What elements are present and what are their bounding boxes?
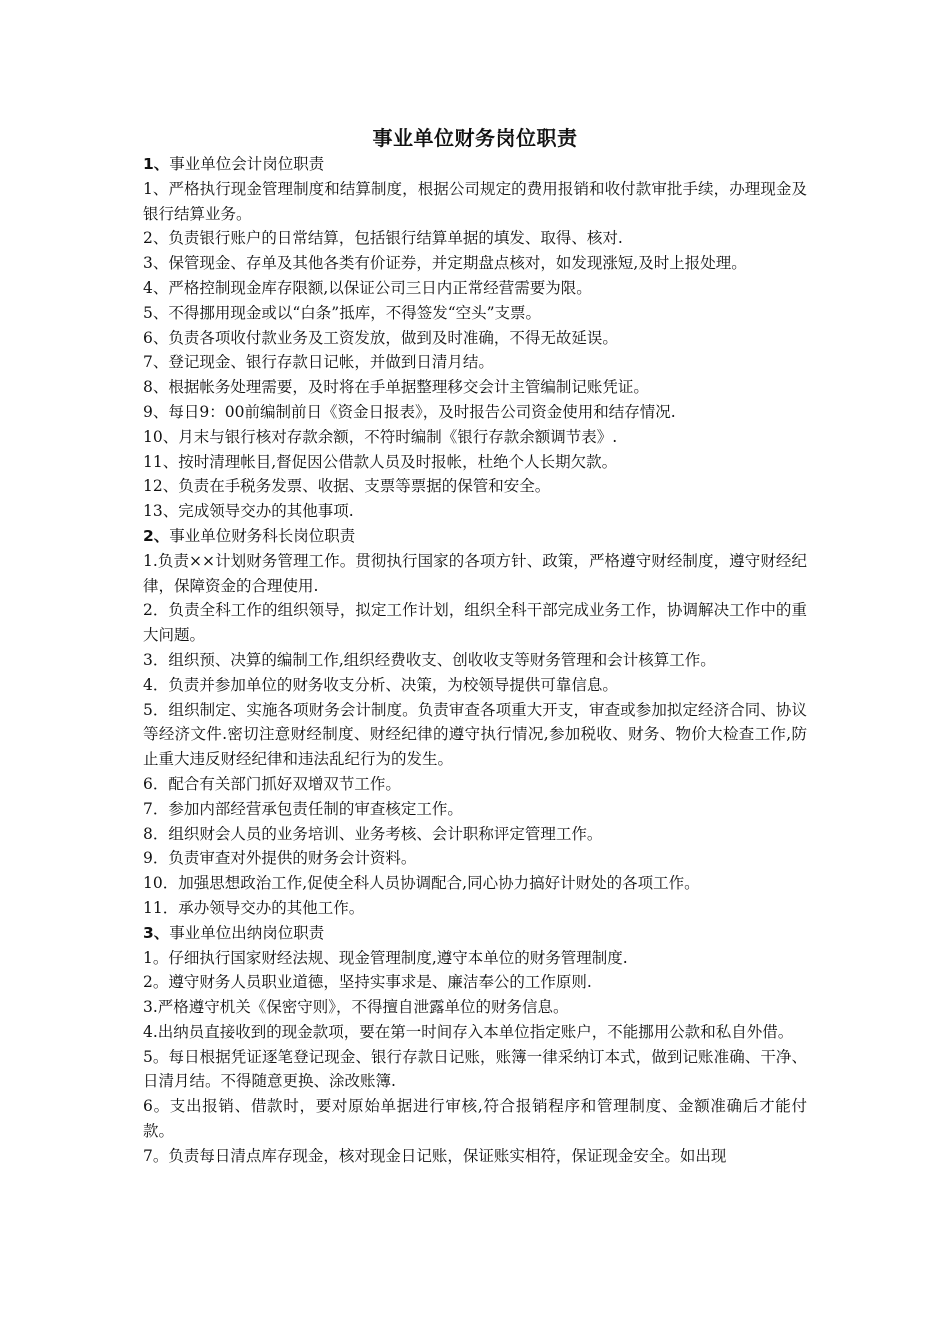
section-number: 3、 <box>143 923 170 942</box>
duty-item: 1.负责××计划财务管理工作。贯彻执行国家的各项方针、政策，严格遵守财经制度，遵守财经纪律，保障资金的合理使用. <box>143 551 807 595</box>
document-title: 事业单位财务岗位职责 <box>372 126 578 150</box>
section-heading-text: 事业单位出纳岗位职责 <box>169 923 325 942</box>
duty-item: 11．承办领导交办的其他工作。 <box>143 898 365 917</box>
duty-item: 3.严格遵守机关《保密守则》，不得擅自泄露单位的财务信息。 <box>143 998 569 1017</box>
duty-item: 8、根据帐务处理需要，及时将在手单据整理移交会计主管编制记账凭证。 <box>143 378 649 397</box>
duty-item: 13、完成领导交办的其他事项. <box>143 502 354 521</box>
duty-item: 9、每日9：00前编制前日《资金日报表》，及时报告公司资金使用和结存情况. <box>143 402 676 421</box>
duty-item: 5、不得挪用现金或以“白条”抵库，不得签发“空头”支票。 <box>143 303 542 322</box>
duty-item: 12、负责在手税务发票、收据、支票等票据的保管和安全。 <box>143 477 551 496</box>
duty-item: 10．加强思想政治工作,促使全科人员协调配合,同心协力搞好计财处的各项工作。 <box>143 874 700 893</box>
duty-item: 3、保管现金、存单及其他各类有价证券，并定期盘点核对，如发现涨短,及时上报处理。 <box>143 254 747 273</box>
section-heading-text: 事业单位财务科长岗位职责 <box>169 526 356 545</box>
duty-item: 6、负责各项收付款业务及工资发放，做到及时准确，不得无故延误。 <box>143 328 618 347</box>
duty-item: 9．负责审查对外提供的财务会计资料。 <box>143 849 417 868</box>
section-number: 1、 <box>143 155 170 173</box>
section-heading <box>143 152 807 177</box>
duty-item: 6。支出报销、借款时，要对原始单据进行审核,符合报销程序和管理制度、金额准确后才能付款。 <box>143 1097 807 1141</box>
duty-item: 5．组织制定、实施各项财务会计制度。负责审查各项重大开支，审查或参加拟定经济合同、协议等经济文件.密切注意财经制度、财经纪律的遵守执行情况,参加税收、财务、物价大检查工作,防止重大违反财经纪律和违法乱纪行为的发生。 <box>143 700 807 769</box>
duty-item: 7．参加内部经营承包责任制的审查核定工作。 <box>143 799 463 818</box>
document-body <box>143 124 807 1169</box>
duty-item: 4.出纳员直接收到的现金款项，要在第一时间存入本单位指定账户，不能挪用公款和私自外借。 <box>143 1022 794 1041</box>
duty-item: 5。每日根据凭证逐笔登记现金、银行存款日记账，账簿一律采纳订本式，做到记账准确、干净、日清月结。不得随意更换、涂改账簿. <box>143 1047 807 1091</box>
duty-item: 3．组织预、决算的编制工作,组织经费收支、创收收支等财务管理和会计核算工作。 <box>143 650 716 669</box>
duty-item: 11、按时清理帐目,督促因公借款人员及时报帐，杜绝个人长期欠款。 <box>143 452 618 471</box>
section-number: 2、 <box>143 526 170 545</box>
duty-item: 2。遵守财务人员职业道德，坚持实事求是、廉洁奉公的工作原则. <box>143 973 592 992</box>
duty-item: 1、严格执行现金管理制度和结算制度，根据公司规定的费用报销和收付款审批手续，办理现金及银行结算业务。 <box>143 179 807 223</box>
duty-item: 4、严格控制现金库存限额,以保证公司三日内正常经营需要为限。 <box>143 278 592 297</box>
duty-item: 7、登记现金、银行存款日记帐，并做到日清月结。 <box>143 353 494 372</box>
duty-item: 7。负责每日清点库存现金，核对现金日记账，保证账实相符，保证现金安全。如出现 <box>143 1146 727 1165</box>
duty-item: 8．组织财会人员的业务培训、业务考核、会计职称评定管理工作。 <box>143 824 603 843</box>
duty-item: 10、月末与银行核对存款余额，不符时编制《银行存款余额调节表》. <box>143 427 618 446</box>
section-heading <box>143 921 807 946</box>
section-heading <box>143 524 807 549</box>
duty-item: 2、负责银行账户的日常结算，包括银行结算单据的填发、取得、核对. <box>143 229 623 248</box>
duty-item: 1。仔细执行国家财经法规、现金管理制度,遵守本单位的财务管理制度. <box>143 948 628 967</box>
document-sections <box>143 152 807 1169</box>
duty-item: 2．负责全科工作的组织领导，拟定工作计划，组织全科干部完成业务工作，协调解决工作中的重大问题。 <box>143 601 807 645</box>
duty-item: 4．负责并参加单位的财务收支分析、决策，为校领导提供可靠信息。 <box>143 675 618 694</box>
duty-item: 6．配合有关部门抓好双增双节工作。 <box>143 774 401 793</box>
section-heading-text: 事业单位会计岗位职责 <box>169 155 325 173</box>
